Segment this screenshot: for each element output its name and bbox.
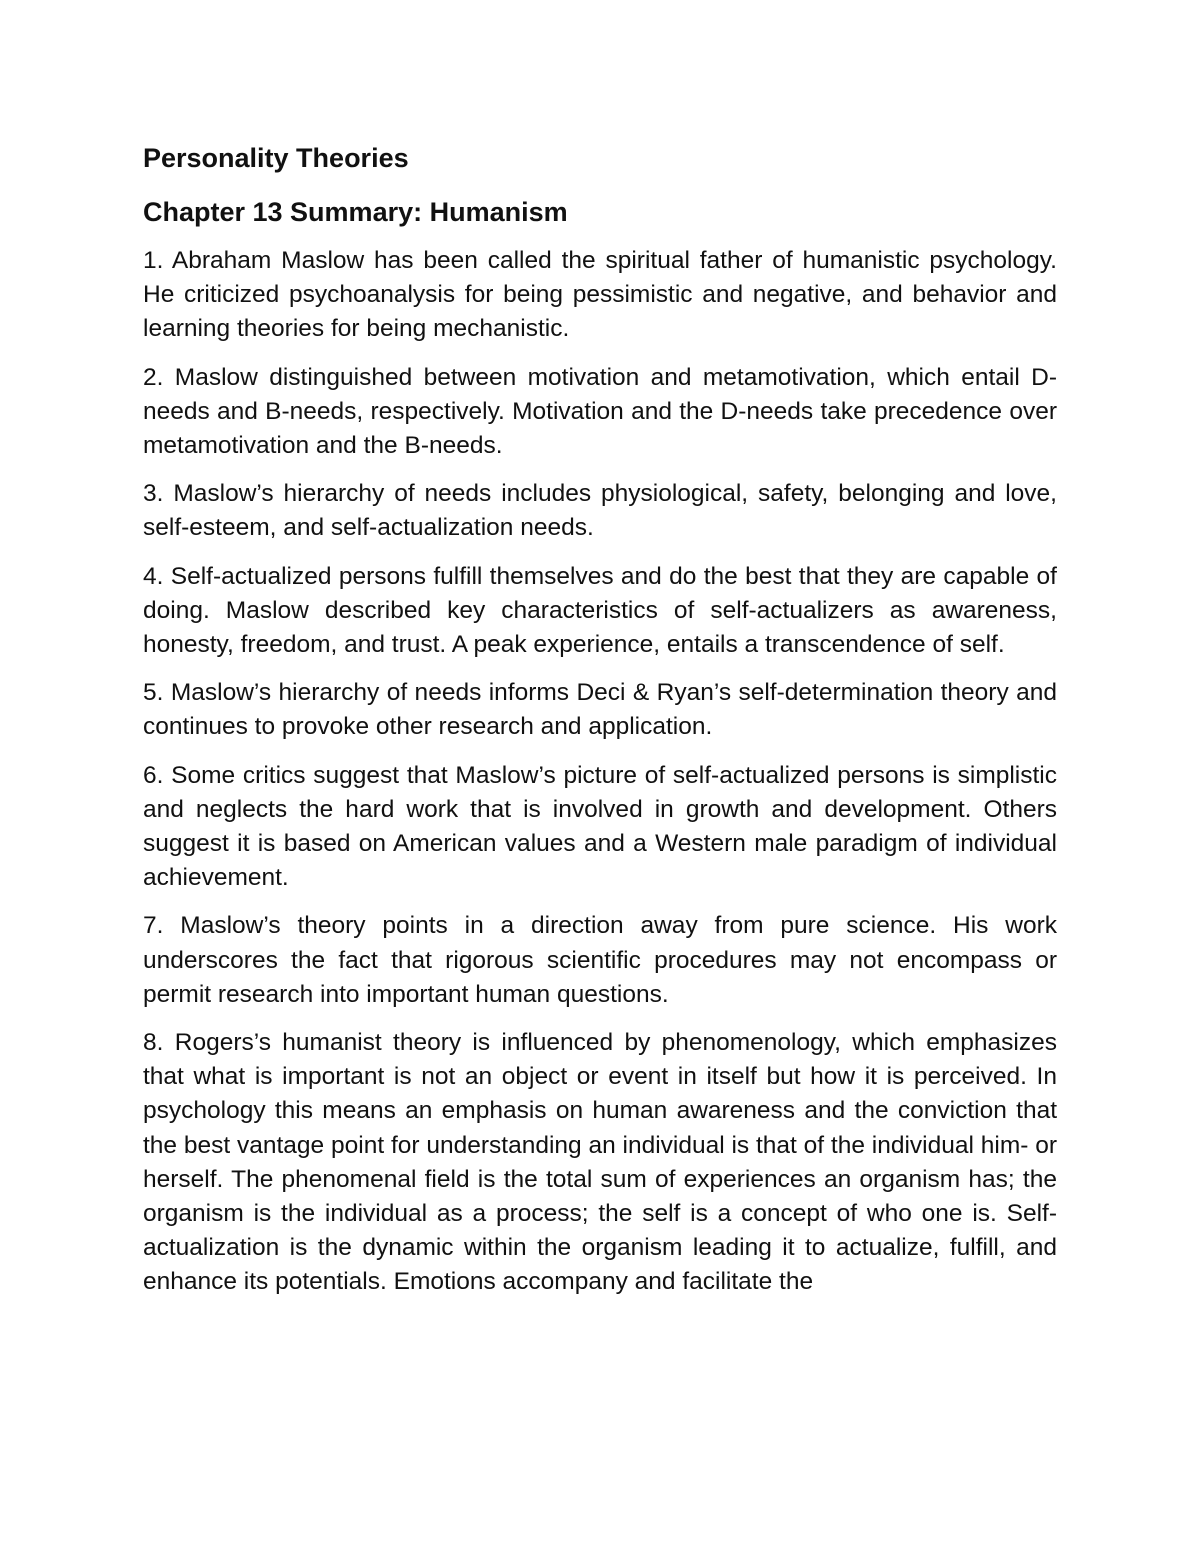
document-body (143, 140, 1057, 1314)
summary-paragraph-5: 5. Maslow’s hierarchy of needs informs Deci & Ryan’s self-determination theory and continues to provoke other research and application. (143, 679, 1057, 741)
summary-paragraph-2: 2. Maslow distinguished between motivation and metamotivation, which entail D-needs and B-needs, respectively. Motivation and the D-needs take precedence over metamotivation and the B-needs. (143, 363, 1057, 460)
summary-paragraph-4: 4. Self-actualized persons fulfill themselves and do the best that they are capable of doing. Maslow described key characteristics of self-actualizers as awareness, honesty, freedom, and trust. A peak experience, entails a transcendence of self. (143, 562, 1057, 659)
summary-paragraph-1: 1. Abraham Maslow has been called the spiritual father of humanistic psychology. He criticized psychoanalysis for being pessimistic and negative, and behavior and learning theories for being mechanistic. (143, 247, 1057, 343)
summary-paragraph-8: 8. Rogers’s humanist theory is influenced by phenomenology, which emphasizes that what is important is not an object or event in itself but how it is perceived. In psychology this means an emphasis on human awareness and the conviction that the best vantage point for understanding an individual is that of the individual him- or herself. The phenomenal field is the total sum of experiences an organism has; the organism is the individual as a process; the self is a concept of who one is. Self-actualization is the dynamic within the organism leading it to actualize, fulfill, and enhance its potentials. Emotions accompany and facilitate the (143, 1029, 1057, 1296)
summary-paragraph-6: 6. Some critics suggest that Maslow’s picture of self-actualized persons is simplistic and neglects the hard work that is involved in growth and development. Others suggest it is based on American values and a Western male paradigm of individual achievement. (143, 761, 1057, 892)
chapter-heading: Chapter 13 Summary: Humanism (143, 197, 568, 227)
document-title: Personality Theories (143, 143, 409, 173)
summary-paragraph-7: 7. Maslow’s theory points in a direction away from pure science. His work underscores the fact that rigorous scientific procedures may not encompass or permit research into important human questions. (143, 912, 1057, 1008)
summary-paragraph-3: 3. Maslow’s hierarchy of needs includes physiological, safety, belonging and love, self-esteem, and self-actualization needs. (143, 480, 1057, 542)
